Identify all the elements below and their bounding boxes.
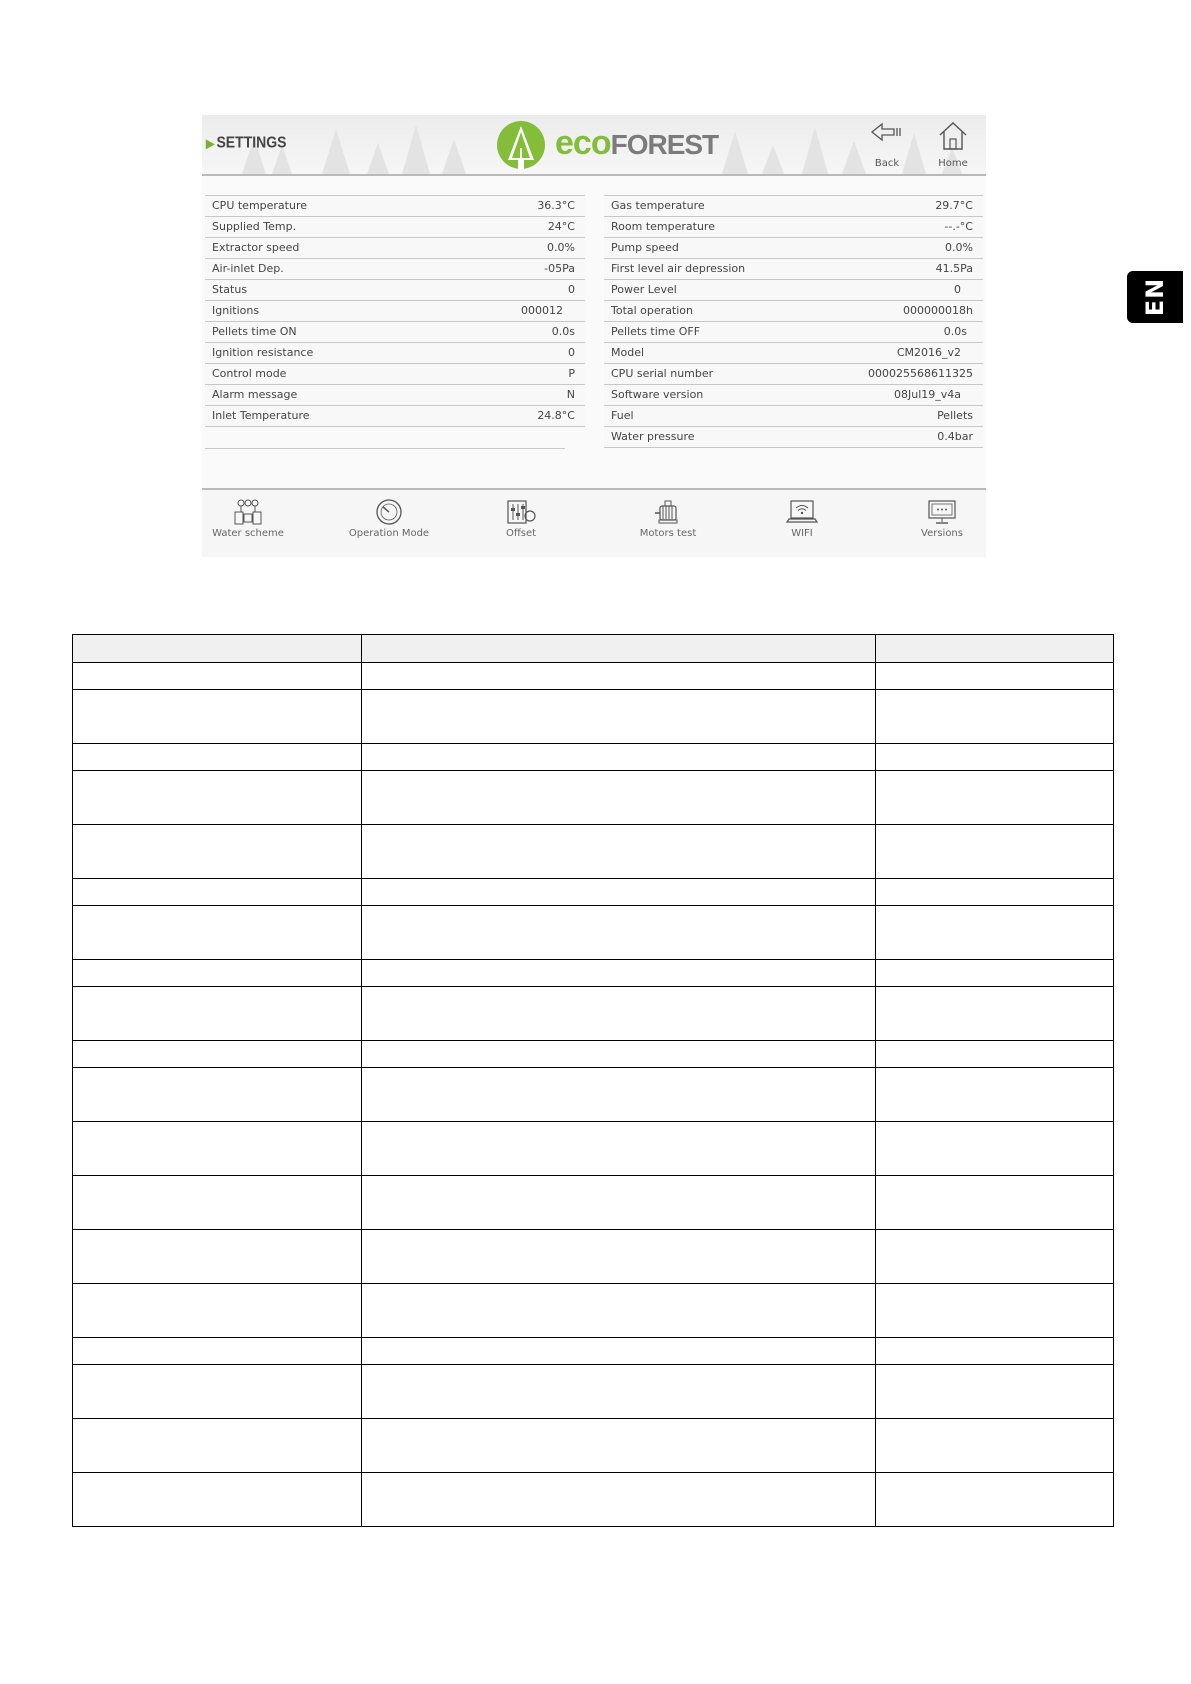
home-label: Home xyxy=(938,158,968,169)
play-icon: ▶ xyxy=(206,137,215,151)
table-row xyxy=(73,1365,1114,1419)
reading-row: Software version 08Jul19_v4a xyxy=(604,384,983,405)
table-row xyxy=(73,1473,1114,1527)
header-bar xyxy=(202,115,986,176)
reading-row: Ignitions 000012 xyxy=(205,300,585,321)
table-row xyxy=(73,1122,1114,1176)
settings-screenshot xyxy=(202,115,986,555)
water-scheme-icon xyxy=(231,498,265,526)
reading-row: CPU serial number 000025568611325 xyxy=(604,363,983,384)
table-row xyxy=(73,825,1114,879)
water-scheme-button[interactable]: Water scheme xyxy=(210,498,286,539)
logo-forest-text: FOREST xyxy=(610,129,719,160)
reading-row: Status 0 xyxy=(205,279,585,300)
right-readings xyxy=(604,195,983,448)
table-header-row xyxy=(73,635,1114,663)
table-row xyxy=(73,1284,1114,1338)
table-row xyxy=(73,1041,1114,1068)
reading-row: Alarm message N xyxy=(205,384,585,405)
logo-eco-text: eco xyxy=(555,124,611,162)
reading-row: Pump speed 0.0% xyxy=(604,237,983,258)
reading-row: Ignition resistance 0 xyxy=(205,342,585,363)
table-row xyxy=(73,1068,1114,1122)
table-row xyxy=(73,1230,1114,1284)
reading-row: Gas temperature 29.7°C xyxy=(604,195,983,216)
back-label: Back xyxy=(874,158,900,169)
motors-test-button[interactable]: Motors test xyxy=(633,498,703,539)
ecoforest-logo xyxy=(495,118,719,170)
back-arrow-icon xyxy=(870,121,904,147)
reading-row: First level air depression 41.5Pa xyxy=(604,258,983,279)
table-row xyxy=(73,690,1114,744)
table-row xyxy=(73,906,1114,960)
reading-row: Control mode P xyxy=(205,363,585,384)
table-row xyxy=(73,1338,1114,1365)
reading-row: Power Level 0 xyxy=(604,279,983,300)
page-title: ▶ SETTINGS xyxy=(206,133,287,151)
reading-row: Fuel Pellets xyxy=(604,405,983,426)
table-row xyxy=(73,987,1114,1041)
reading-row: Model CM2016_v2 xyxy=(604,342,983,363)
monitor-icon xyxy=(926,498,958,526)
reading-row: Supplied Temp. 24°C xyxy=(205,216,585,237)
home-button[interactable] xyxy=(931,121,975,171)
language-tab[interactable] xyxy=(1127,271,1183,323)
left-readings xyxy=(205,195,585,427)
table-row xyxy=(73,1176,1114,1230)
table-row xyxy=(73,879,1114,906)
reading-row: Pellets time ON 0.0s xyxy=(205,321,585,342)
tree-logo-icon xyxy=(495,118,549,172)
motor-icon xyxy=(652,498,684,526)
reading-row: Room temperature --.-°C xyxy=(604,216,983,237)
reading-row: Extractor speed 0.0% xyxy=(205,237,585,258)
table-row xyxy=(73,663,1114,690)
home-icon xyxy=(936,121,970,151)
empty-table xyxy=(72,634,1114,1527)
versions-button[interactable]: Versions xyxy=(917,498,967,539)
table-row xyxy=(73,771,1114,825)
language-tab-label: EN xyxy=(1140,277,1169,317)
table-row xyxy=(73,744,1114,771)
reading-row: Pellets time OFF 0.0s xyxy=(604,321,983,342)
reading-row: Water pressure 0.4bar xyxy=(604,426,983,448)
reading-row: Air-inlet Dep. -05Pa xyxy=(205,258,585,279)
offset-button[interactable]: Offset xyxy=(501,498,541,539)
divider xyxy=(205,448,565,449)
sliders-icon xyxy=(505,498,537,526)
wifi-button[interactable]: WIFI xyxy=(784,498,820,539)
footer-toolbar xyxy=(202,488,986,557)
gauge-icon xyxy=(374,498,404,526)
table-row xyxy=(73,960,1114,987)
reading-row: CPU temperature 36.3°C xyxy=(205,195,585,216)
operation-mode-button[interactable]: Operation Mode xyxy=(345,498,433,539)
table-row xyxy=(73,1419,1114,1473)
back-button[interactable] xyxy=(865,121,909,171)
reading-row: Inlet Temperature 24.8°C xyxy=(205,405,585,427)
reading-row: Total operation 000000018h xyxy=(604,300,983,321)
wifi-laptop-icon xyxy=(785,498,819,526)
